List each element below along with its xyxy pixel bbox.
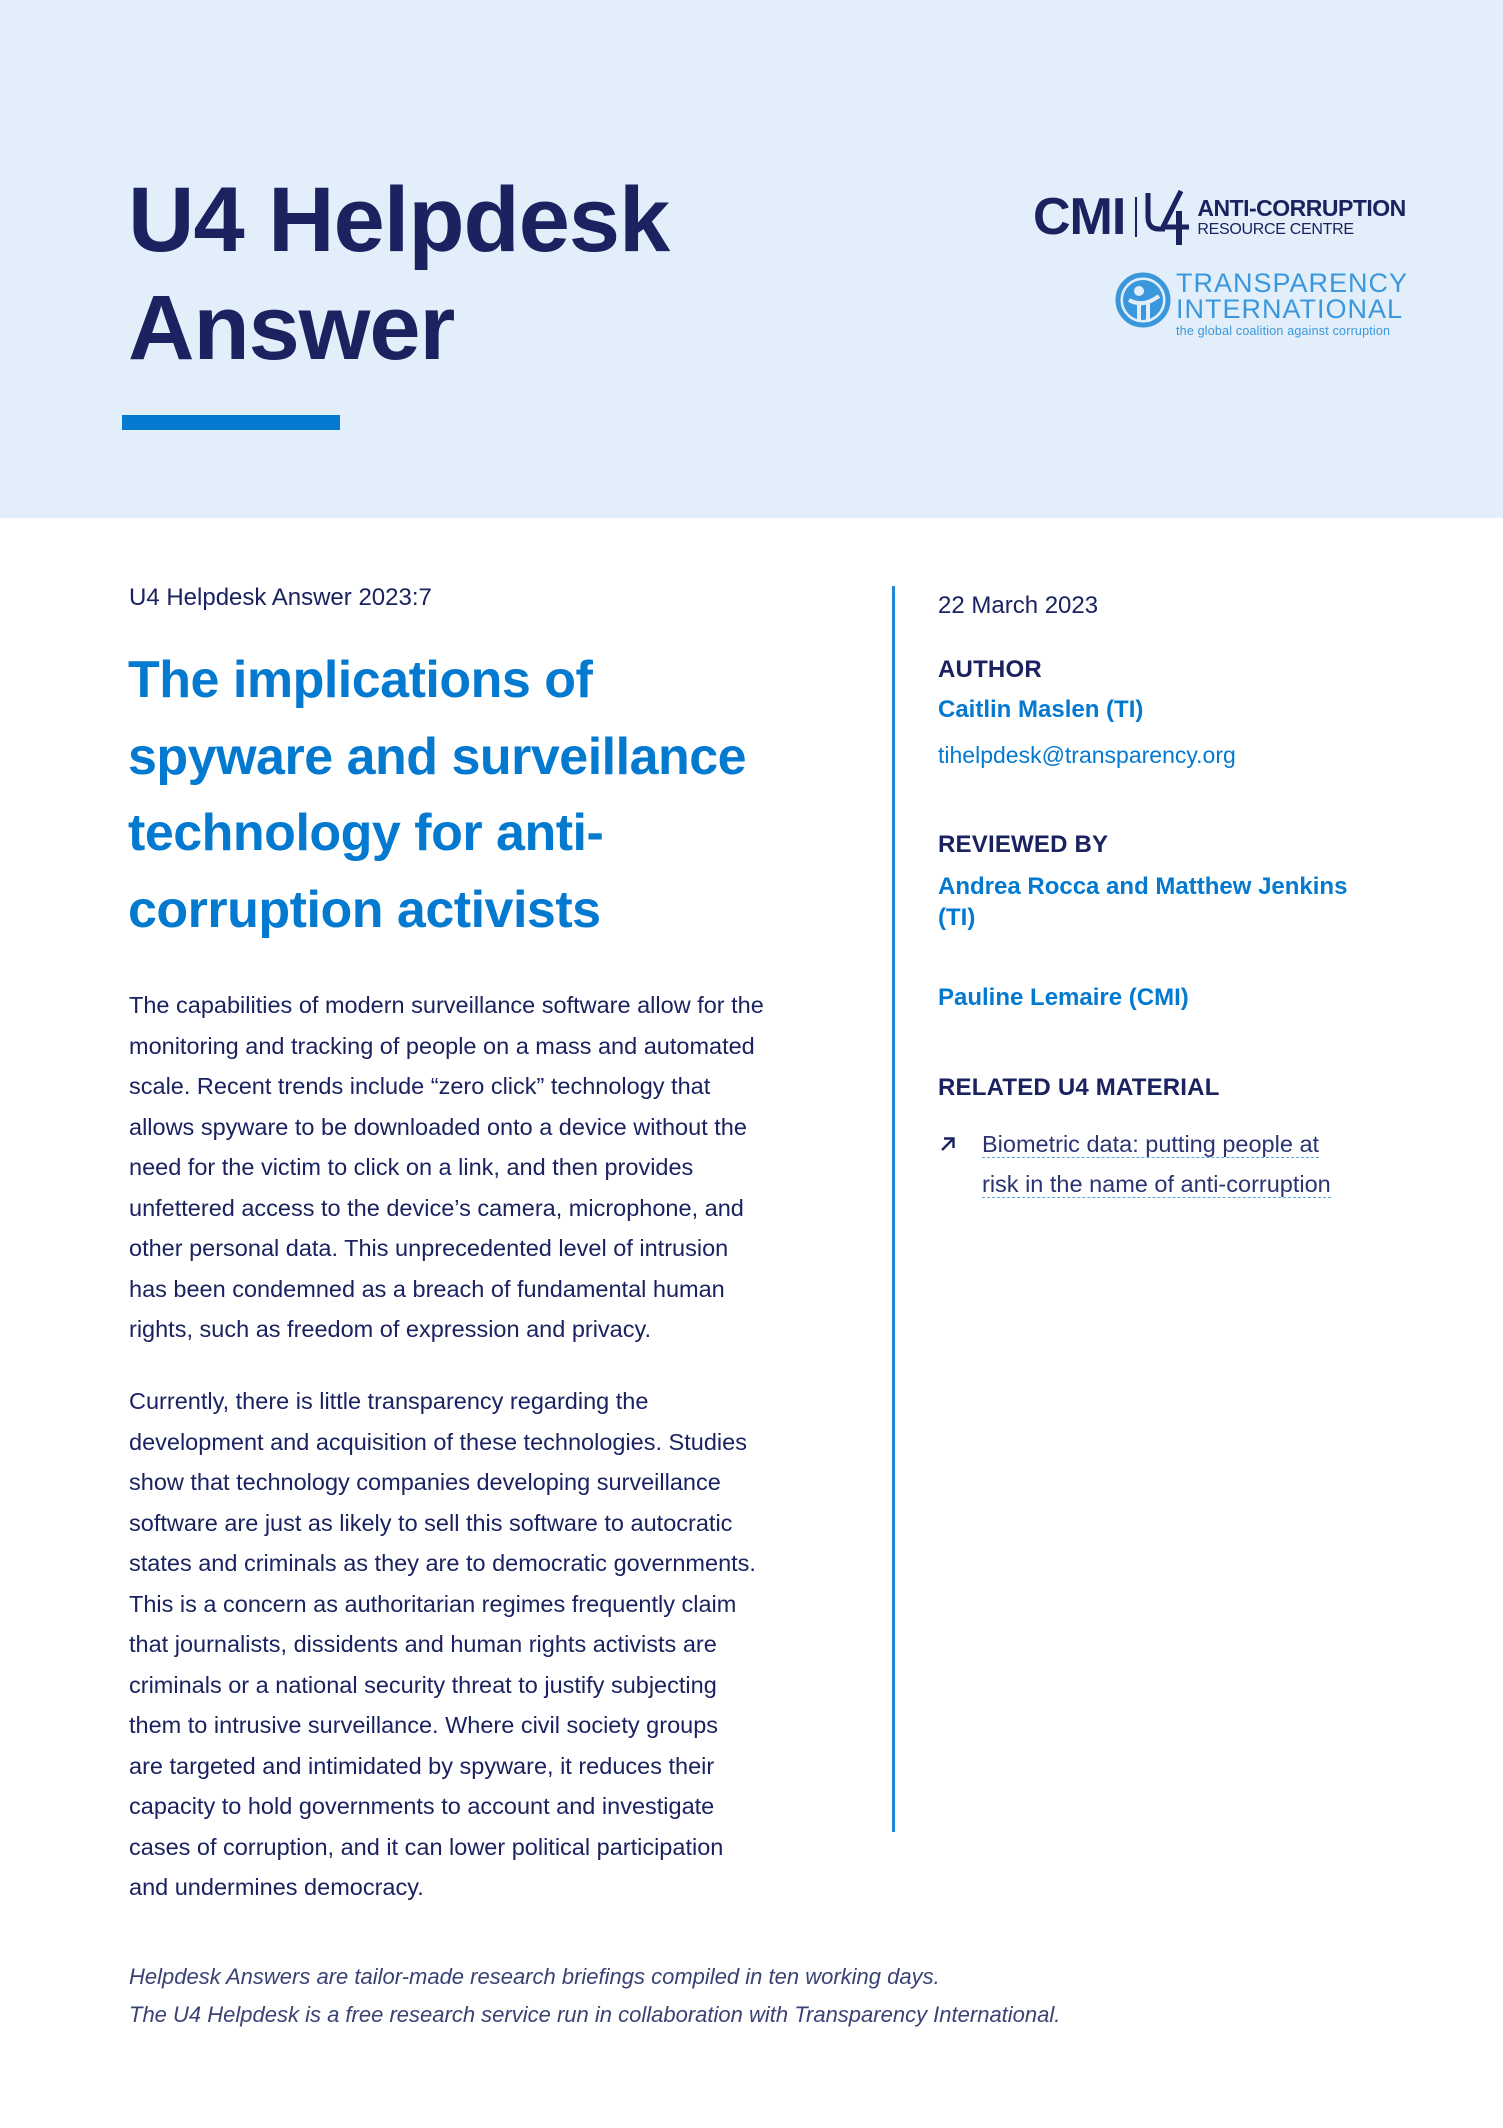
title-line-1: U4 Helpdesk: [128, 169, 670, 271]
text-line: software are just as likely to sell this software to autocratic: [129, 1509, 733, 1536]
logo-divider: [1135, 197, 1137, 237]
related-material-heading: RELATED U4 MATERIAL: [938, 1074, 1220, 1101]
ti-logo-words: [1176, 270, 1408, 338]
text-line: The capabilities of modern surveillance software allow for the: [129, 992, 764, 1018]
text-line: capacity to hold governments to account and investigate: [129, 1793, 715, 1819]
text-line: monitoring and tracking of people on a mass and automated: [129, 1032, 755, 1059]
text-line: unfettered access to the device’s camera, microphone, and: [129, 1194, 744, 1221]
accent-bar: [122, 415, 340, 430]
document-title-line: The implications of: [128, 651, 593, 709]
reviewer-line: Andrea Rocca and Matthew Jenkins: [938, 873, 1348, 900]
text-line: are targeted and intimidated by spyware, it reduces their: [129, 1752, 715, 1779]
related-material-item[interactable]: [938, 1124, 1378, 1204]
footer-note: [129, 1958, 1060, 2034]
text-line: development and acquisition of these technologies. Studies: [129, 1428, 747, 1455]
u4-logo-words: [1197, 194, 1406, 238]
footer-line: Helpdesk Answers are tailor-made research briefings compiled in ten working days.: [129, 1964, 940, 1989]
reviewer-line: (TI): [938, 904, 976, 931]
document-title-line: corruption activists: [128, 880, 601, 939]
cmi-logo-text: CMI: [1033, 188, 1126, 246]
related-material-link[interactable]: [982, 1124, 1331, 1204]
reviewed-by-heading: REVIEWED BY: [938, 831, 1109, 858]
text-line: and undermines democracy.: [129, 1874, 424, 1900]
text-line: allows spyware to be downloaded onto a device without the: [129, 1113, 747, 1140]
text-line: Currently, there is little transparency regarding the: [129, 1388, 649, 1414]
text-line: need for the victim to click on a link, and then provides: [129, 1154, 694, 1180]
ti-logo-tagline: the global coalition against corruption: [1176, 324, 1391, 338]
text-line: rights, such as freedom of expression and privacy.: [129, 1316, 652, 1342]
footer-line: The U4 Helpdesk is a free research service run in collaboration with Transparency International.: [129, 2002, 1061, 2027]
link-text-line: Biometric data: putting people at: [982, 1131, 1320, 1157]
author-heading: AUTHOR: [938, 656, 1042, 683]
summary-paragraph-2: [129, 1381, 809, 1908]
text-line: This is a concern as authoritarian regimes frequently claim: [129, 1590, 737, 1617]
ti-globe-icon: [1115, 272, 1171, 328]
ti-logo-line-2: INTERNATIONAL: [1176, 294, 1404, 324]
document-title-line: technology for anti-: [128, 804, 604, 862]
publication-type-title: [128, 166, 669, 382]
text-line: that journalists, dissidents and human rights activists are: [129, 1631, 717, 1657]
reviewer-names-ti: [938, 871, 1398, 933]
ti-logo-line-1: TRANSPARENCY: [1176, 268, 1409, 298]
text-line: show that technology companies developing surveillance: [129, 1469, 721, 1495]
text-line: cases of corruption, and it can lower political participation: [129, 1833, 724, 1860]
series-label: U4 Helpdesk Answer 2023:7: [129, 584, 432, 611]
text-line: other personal data. This unprecedented level of intrusion: [129, 1235, 729, 1261]
sidebar-divider: [892, 586, 895, 1832]
u4-logo-line-1: ANTI-CORRUPTION: [1197, 194, 1406, 221]
document-title: [128, 642, 828, 948]
u4-logo-line-2: RESOURCE CENTRE: [1197, 220, 1354, 238]
document-title-line: spyware and surveillance: [128, 727, 747, 786]
author-email-link[interactable]: tihelpdesk@transparency.org: [938, 742, 1236, 768]
author-name: Caitlin Maslen (TI): [938, 696, 1144, 723]
text-line: states and criminals as they are to democratic governments.: [129, 1550, 756, 1576]
transparency-international-logo: [1115, 270, 1408, 338]
reviewer-name-cmi: Pauline Lemaire (CMI): [938, 984, 1189, 1011]
text-line: criminals or a national security threat to justify subjecting: [129, 1671, 717, 1698]
u4-logo-icon: [1145, 189, 1191, 245]
summary-paragraph-1: [129, 985, 809, 1350]
cmi-u4-logo: [1033, 189, 1406, 245]
link-text-line: risk in the name of anti-corruption: [982, 1171, 1331, 1197]
arrow-up-right-icon: [938, 1134, 958, 1154]
text-line: scale. Recent trends include “zero click” technology that: [129, 1073, 711, 1099]
header-banner: [0, 0, 1503, 518]
text-line: has been condemned as a breach of fundamental human: [129, 1275, 725, 1302]
title-line-2: Answer: [128, 277, 455, 379]
publication-date: 22 March 2023: [938, 592, 1099, 619]
text-line: them to intrusive surveillance. Where civil society groups: [129, 1712, 719, 1738]
